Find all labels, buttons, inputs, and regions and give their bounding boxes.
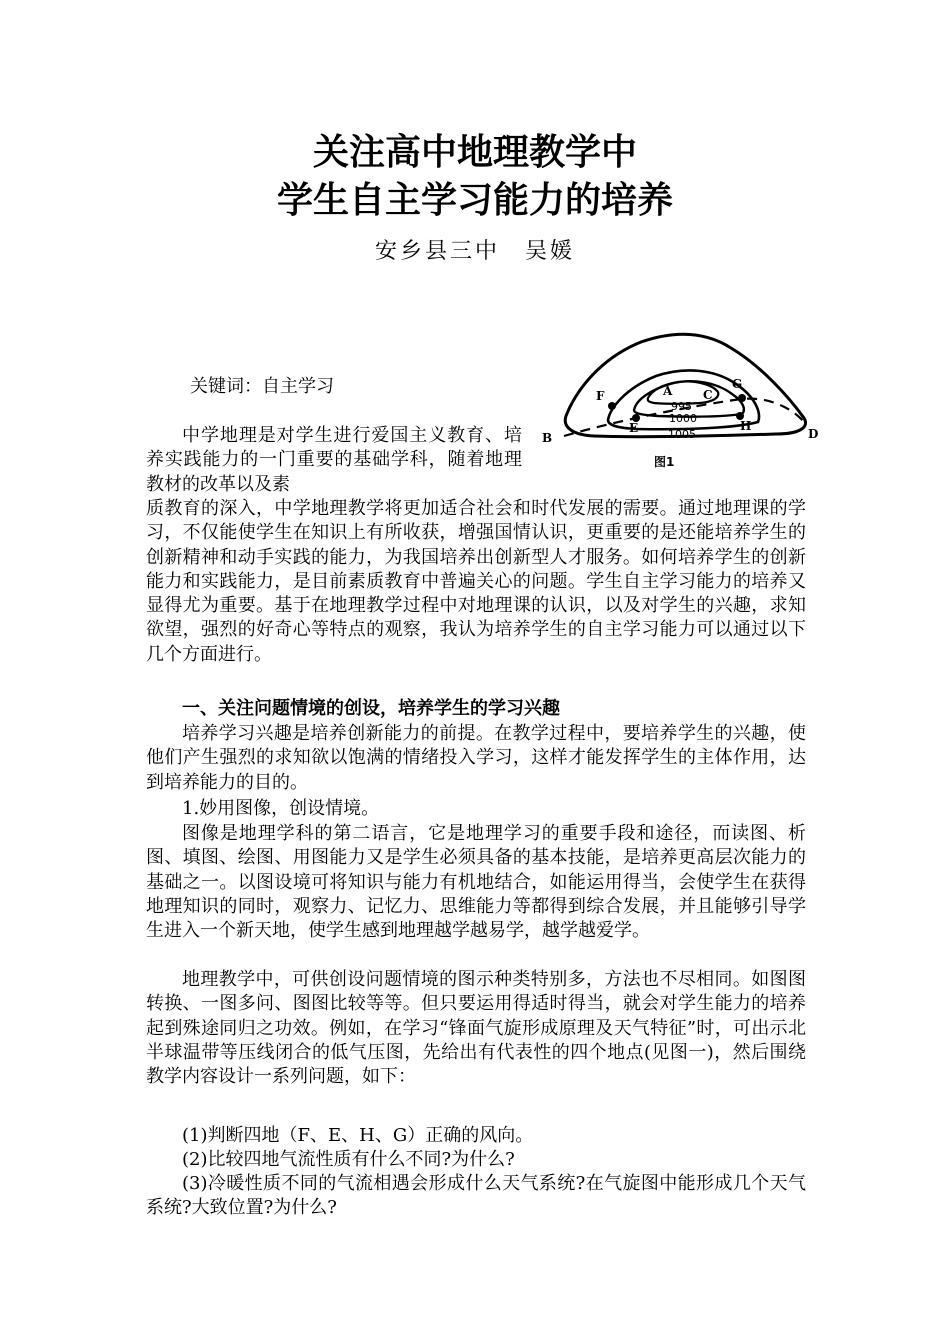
label-h: H: [740, 419, 752, 433]
intro-paragraph-part2: 质教育的深入，中学地理教学将更加适合社会和时代发展的需要。通过地理课的学习，不仅能使学生在知识上有所收获，增强国情认识，更重要的是还能培养学生的创新精神和动手实践的能力，为我国培养出创新型人才服务。如何培养学生的创新能力和实践能力，是目前素质教育中普遍关心的问题。学生自主学习能力的培养又显得尤为重要。基于在地理教学过程中对地理课的认识，以及对学生的兴趣，求知欲望，强烈的好奇心等特点的观察，我认为培养学生的自主学习能力可以通过以下几个方面进行。: [146, 498, 806, 665]
label-g: G: [732, 377, 743, 391]
keywords-label: 关键词：: [190, 376, 262, 397]
label-f: F: [596, 389, 605, 403]
keywords: [190, 375, 334, 399]
question-2: (2)比较四地气流性质有什么不同?为什么?: [182, 1149, 515, 1170]
author-line: 安乡县三中 吴媛: [374, 239, 575, 264]
isobar-figure: [536, 318, 836, 478]
point-f: [608, 402, 616, 410]
paragraph-interest: 培养学习兴趣是培养创新能力的前提。在教学过程中，要培养学生的兴趣，使他们产生强烈的求知欲以饱满的情绪投入学习，这样才能发挥学生的主体作用，达到培养能力的目的。: [146, 723, 806, 793]
isobar-label-1000: 1000: [669, 412, 697, 425]
intro-paragraph-part1: 中学地理是对学生进行爱国主义教育、培养实践能力的一门重要的基础学科，随着地理教材的改革以及素: [146, 425, 522, 495]
label-b: B: [542, 431, 553, 445]
subheading-1: 1.妙用图像，创设情境。: [182, 798, 380, 819]
point-g: [738, 394, 746, 402]
section-heading-1: 一、关注问题情境的创设，培养学生的学习兴趣: [182, 698, 560, 719]
isobar-label-1005: 1005: [668, 428, 696, 441]
label-a: A: [663, 384, 673, 398]
paragraph-situations: 地理教学中，可供创设问题情境的图示种类特别多，方法也不尽相同。如图图转换、一图多问、图图比较等等。但只要运用得适时得当，就会对学生能力的培养起到殊途同归之功效。例如，在学习“锋面气旋形成原理及天气特征”时，可出示北半球温带等压线闭合的低气压图，先给出有代表性的四个地点(见图一)，然后围绕教学内容设计一系列问题，如下：: [146, 969, 806, 1088]
isobar-label-995: 995: [671, 400, 692, 413]
paragraph-images: 图像是地理学科的第二语言，它是地理学习的重要手段和途径，而读图、析图、填图、绘图、用图能力又是学生必须具备的基本技能，是培养更高层次能力的基础之一。以图设境可将知识与能力有机地结合，如能运用得当，会使学生在获得地理知识的同时，观察力、记忆力、思维能力等都得到综合发展，并且能够引导学生进入一个新天地，使学生感到地理越学越易学，越学越爱学。: [146, 823, 806, 942]
question-3: (3)冷暖性质不同的气流相遇会形成什么天气系统?在气旋图中能形成几个天气系统?大致位置?为什么?: [146, 1173, 806, 1219]
question-1: (1)判断四地（F、E、H、G）正确的风向。: [182, 1125, 534, 1146]
label-d: D: [808, 427, 819, 441]
title-line-1: 关注高中地理教学中: [312, 132, 637, 173]
figure-caption: 图1: [654, 455, 675, 469]
label-e: E: [629, 421, 639, 435]
keywords-value: 自主学习: [262, 376, 334, 397]
label-c: C: [703, 388, 713, 402]
title-line-2: 学生自主学习能力的培养: [276, 180, 673, 221]
